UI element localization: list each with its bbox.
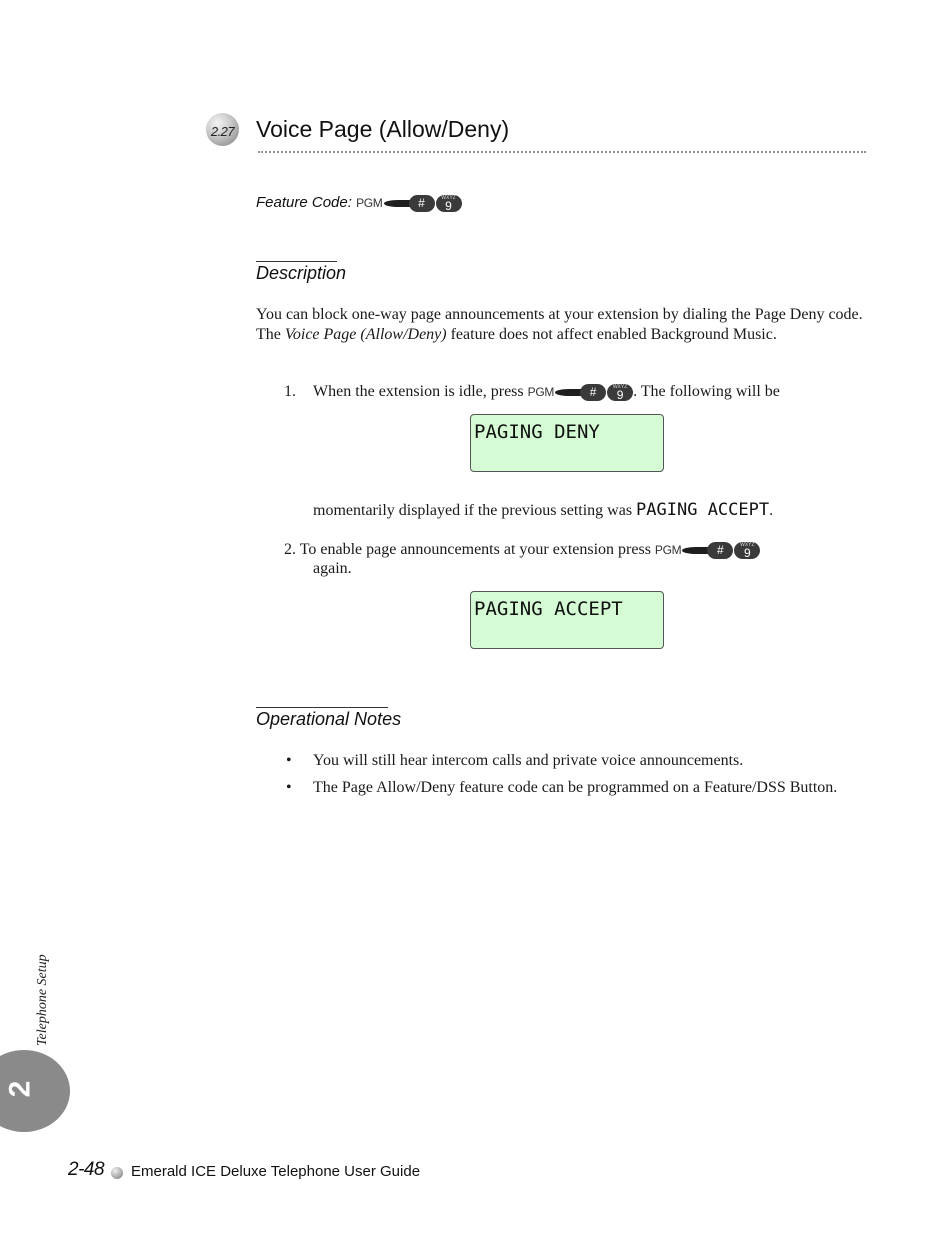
description-heading-rule [256, 261, 337, 262]
chapter-tab-number: 2 [3, 1080, 37, 1098]
side-chapter-label: Telephone Setup [35, 954, 50, 1046]
inline-lcd-paging-accept: PAGING ACCEPT [636, 500, 770, 520]
nine-key-digit: 9 [616, 387, 624, 402]
step-2-text: 2. To enable page announcements at your extension press [284, 541, 651, 558]
feature-code-line [256, 194, 462, 212]
step-1-keys [528, 382, 633, 402]
hash-key-icon: # [707, 542, 733, 559]
pgm-key-bar-icon [384, 200, 412, 207]
description-text-2: feature does not affect enabled Background Music. [446, 326, 777, 343]
footer-page-number: 2-48 [68, 1159, 105, 1180]
page-title: Voice Page (Allow/Deny) [256, 116, 510, 142]
step-1-continuation [313, 500, 773, 521]
step-1-cont-text: momentarily displayed if the previous setting was [313, 502, 637, 519]
lcd-display-paging-deny [470, 414, 664, 472]
nine-key-icon [734, 542, 760, 559]
pgm-key-label: PGM [654, 543, 682, 558]
step-1-cont-end: . [769, 502, 774, 519]
bullet-symbol: • [286, 752, 292, 769]
pgm-key-label: PGM [356, 196, 383, 211]
hash-key-icon: # [409, 195, 435, 212]
step-2-line [284, 540, 760, 560]
description-paragraph [256, 305, 881, 345]
description-feature-name: Voice Page (Allow/Deny) [284, 326, 447, 343]
description-heading: Description [256, 263, 347, 283]
description-text-1: You can block one-way page announcements at your extension by dialing the Page Deny code. The [256, 306, 863, 343]
feature-code-keys [356, 195, 461, 212]
step-1-line [313, 382, 780, 402]
operational-notes-heading: Operational Notes [256, 709, 402, 729]
pgm-key-bar-icon [555, 389, 583, 396]
title-dotted-rule [258, 151, 866, 153]
feature-code-label: Feature Code: [256, 194, 352, 211]
footer-bullet-icon [111, 1167, 123, 1179]
nine-key-digit: 9 [744, 545, 751, 560]
section-number: 2.27 [210, 124, 235, 139]
step-1-text: When the extension is idle, press [313, 383, 524, 400]
pgm-key-bar-icon [682, 547, 710, 554]
notes-heading-rule [256, 707, 388, 708]
nine-key-letters: WXYZ [612, 383, 628, 390]
nine-key-icon [436, 195, 462, 212]
lcd-display-text: PAGING DENY [474, 421, 600, 443]
nine-key-letters: WXYZ [441, 194, 456, 201]
step-2-keys [655, 540, 760, 560]
nine-key-letters: WXYZ [740, 541, 755, 548]
nine-key-icon [607, 384, 633, 401]
hash-key-icon: # [580, 384, 606, 401]
pgm-key-label: PGM [527, 385, 555, 400]
footer-guide-title: Emerald ICE Deluxe Telephone User Guide [131, 1163, 421, 1180]
bullet-symbol: • [286, 779, 292, 796]
note-item: You will still hear intercom calls and private voice announcements. [313, 752, 744, 769]
lcd-display-paging-accept [470, 591, 664, 649]
step-2-again: again. [313, 560, 352, 577]
step-1-after: . The following will be [633, 383, 780, 400]
lcd-display-text: PAGING ACCEPT [474, 598, 623, 620]
step-1-number: 1. [284, 383, 296, 400]
nine-key-digit: 9 [445, 198, 452, 213]
note-item: The Page Allow/Deny feature code can be programmed on a Feature/DSS Button. [313, 779, 838, 796]
